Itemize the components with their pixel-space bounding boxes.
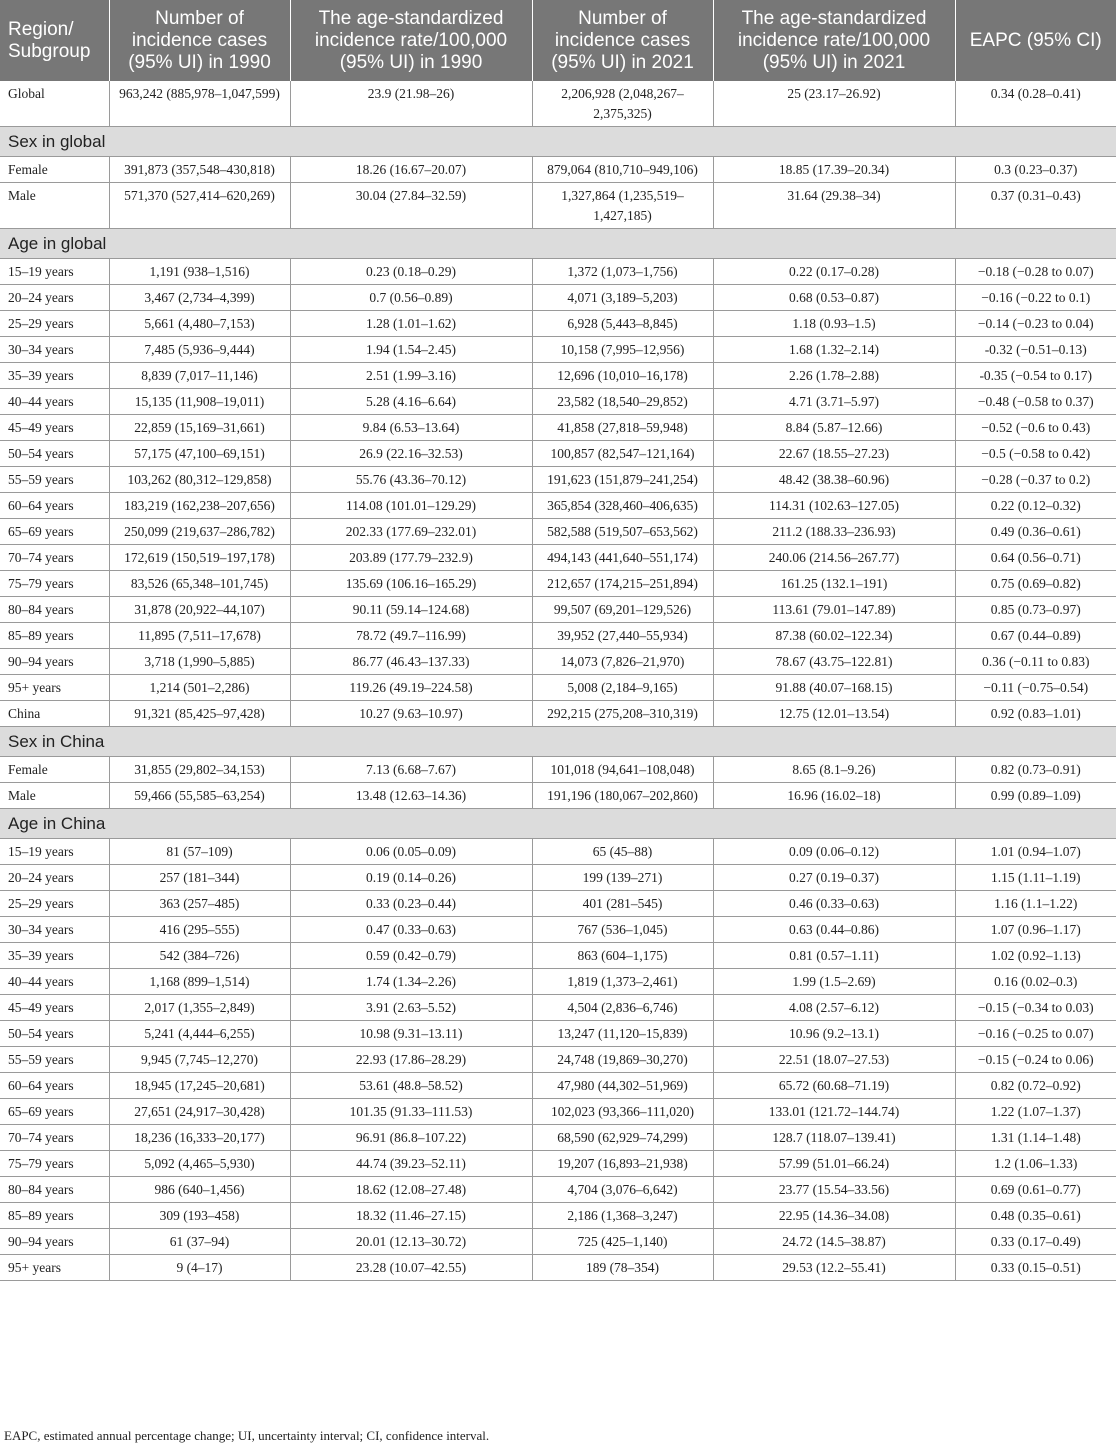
cases-2021-cell: 4,704 (3,076–6,642) [532, 1177, 713, 1203]
column-header-asir-2021: The age-standardized incidence rate/100,000 (95% UI) in 2021 [713, 0, 955, 81]
cases-1990-cell: 250,099 (219,637–286,782) [109, 519, 290, 545]
cases-1990-cell: 3,718 (1,990–5,885) [109, 649, 290, 675]
table-row [0, 183, 1116, 229]
row-label: 85–89 years [0, 623, 109, 649]
asir-2021-cell: 78.67 (43.75–122.81) [713, 649, 955, 675]
asir-1990-cell: 23.28 (10.07–42.55) [290, 1255, 532, 1281]
cases-1990-cell: 1,191 (938–1,516) [109, 259, 290, 285]
eapc-cell: 1.07 (0.96–1.17) [955, 917, 1116, 943]
eapc-cell: 0.67 (0.44–0.89) [955, 623, 1116, 649]
eapc-cell: 1.31 (1.14–1.48) [955, 1125, 1116, 1151]
asir-1990-cell: 7.13 (6.68–7.67) [290, 757, 532, 783]
asir-1990-cell: 90.11 (59.14–124.68) [290, 597, 532, 623]
row-label: 25–29 years [0, 311, 109, 337]
cases-2021-cell: 582,588 (519,507–653,562) [532, 519, 713, 545]
cases-2021-cell: 4,071 (3,189–5,203) [532, 285, 713, 311]
eapc-cell: 1.2 (1.06–1.33) [955, 1151, 1116, 1177]
asir-2021-cell: 0.81 (0.57–1.11) [713, 943, 955, 969]
row-label: 60–64 years [0, 1073, 109, 1099]
eapc-cell: 0.92 (0.83–1.01) [955, 701, 1116, 727]
cases-2021-cell: 879,064 (810,710–949,106) [532, 157, 713, 183]
cases-2021-cell: 494,143 (441,640–551,174) [532, 545, 713, 571]
asir-1990-cell: 0.33 (0.23–0.44) [290, 891, 532, 917]
table-row [0, 623, 1116, 649]
cases-1990-cell: 309 (193–458) [109, 1203, 290, 1229]
asir-1990-cell: 18.32 (11.46–27.15) [290, 1203, 532, 1229]
cases-2021-cell: 10,158 (7,995–12,956) [532, 337, 713, 363]
eapc-cell: −0.52 (−0.6 to 0.43) [955, 415, 1116, 441]
eapc-cell: 0.33 (0.17–0.49) [955, 1229, 1116, 1255]
row-label: Global [0, 81, 109, 127]
cases-2021-cell: 189 (78–354) [532, 1255, 713, 1281]
row-label: Male [0, 783, 109, 809]
cases-2021-cell: 99,507 (69,201–129,526) [532, 597, 713, 623]
column-header-cases-1990: Number of incidence cases (95% UI) in 1990 [109, 0, 290, 81]
cases-2021-cell: 1,327,864 (1,235,519–1,427,185) [532, 183, 713, 229]
cases-1990-cell: 81 (57–109) [109, 839, 290, 865]
asir-1990-cell: 23.9 (21.98–26) [290, 81, 532, 127]
row-label: 70–74 years [0, 545, 109, 571]
cases-1990-cell: 986 (640–1,456) [109, 1177, 290, 1203]
asir-2021-cell: 65.72 (60.68–71.19) [713, 1073, 955, 1099]
section-header-row [0, 809, 1116, 839]
row-label: 55–59 years [0, 1047, 109, 1073]
asir-1990-cell: 0.23 (0.18–0.29) [290, 259, 532, 285]
asir-2021-cell: 23.77 (15.54–33.56) [713, 1177, 955, 1203]
cases-2021-cell: 1,819 (1,373–2,461) [532, 969, 713, 995]
table-row [0, 917, 1116, 943]
cases-2021-cell: 14,073 (7,826–21,970) [532, 649, 713, 675]
row-label: 20–24 years [0, 285, 109, 311]
eapc-cell: 0.34 (0.28–0.41) [955, 81, 1116, 127]
asir-1990-cell: 18.26 (16.67–20.07) [290, 157, 532, 183]
row-label: 50–54 years [0, 441, 109, 467]
cases-2021-cell: 292,215 (275,208–310,319) [532, 701, 713, 727]
table-row [0, 597, 1116, 623]
row-label: 70–74 years [0, 1125, 109, 1151]
row-label: 40–44 years [0, 389, 109, 415]
asir-1990-cell: 13.48 (12.63–14.36) [290, 783, 532, 809]
cases-2021-cell: 863 (604–1,175) [532, 943, 713, 969]
table-row [0, 1073, 1116, 1099]
cases-1990-cell: 2,017 (1,355–2,849) [109, 995, 290, 1021]
eapc-cell: -0.35 (−0.54 to 0.17) [955, 363, 1116, 389]
asir-1990-cell: 78.72 (49.7–116.99) [290, 623, 532, 649]
asir-1990-cell: 101.35 (91.33–111.53) [290, 1099, 532, 1125]
table-row [0, 259, 1116, 285]
row-label: 65–69 years [0, 519, 109, 545]
table-row [0, 995, 1116, 1021]
eapc-cell: −0.28 (−0.37 to 0.2) [955, 467, 1116, 493]
eapc-cell: 0.33 (0.15–0.51) [955, 1255, 1116, 1281]
header-row [0, 0, 1116, 81]
cases-1990-cell: 18,945 (17,245–20,681) [109, 1073, 290, 1099]
cases-1990-cell: 91,321 (85,425–97,428) [109, 701, 290, 727]
row-label: 20–24 years [0, 865, 109, 891]
footnote: EAPC, estimated annual percentage change; UI, uncertainty interval; CI, confidence interval. [4, 1428, 490, 1443]
cases-1990-cell: 257 (181–344) [109, 865, 290, 891]
table-row [0, 757, 1116, 783]
asir-2021-cell: 8.65 (8.1–9.26) [713, 757, 955, 783]
asir-2021-cell: 16.96 (16.02–18) [713, 783, 955, 809]
cases-1990-cell: 416 (295–555) [109, 917, 290, 943]
column-header-asir-1990: The age-standardized incidence rate/100,000 (95% UI) in 1990 [290, 0, 532, 81]
row-label: Female [0, 157, 109, 183]
cases-1990-cell: 1,214 (501–2,286) [109, 675, 290, 701]
row-label: 35–39 years [0, 363, 109, 389]
asir-1990-cell: 114.08 (101.01–129.29) [290, 493, 532, 519]
cases-1990-cell: 103,262 (80,312–129,858) [109, 467, 290, 493]
row-label: 45–49 years [0, 415, 109, 441]
row-label: 50–54 years [0, 1021, 109, 1047]
cases-1990-cell: 3,467 (2,734–4,399) [109, 285, 290, 311]
cases-2021-cell: 39,952 (27,440–55,934) [532, 623, 713, 649]
row-label: 80–84 years [0, 597, 109, 623]
asir-2021-cell: 1.99 (1.5–2.69) [713, 969, 955, 995]
cases-2021-cell: 19,207 (16,893–21,938) [532, 1151, 713, 1177]
eapc-cell: 0.37 (0.31–0.43) [955, 183, 1116, 229]
asir-2021-cell: 1.18 (0.93–1.5) [713, 311, 955, 337]
asir-2021-cell: 24.72 (14.5–38.87) [713, 1229, 955, 1255]
eapc-cell: 0.16 (0.02–0.3) [955, 969, 1116, 995]
asir-1990-cell: 30.04 (27.84–32.59) [290, 183, 532, 229]
asir-1990-cell: 20.01 (12.13–30.72) [290, 1229, 532, 1255]
asir-2021-cell: 0.22 (0.17–0.28) [713, 259, 955, 285]
cases-2021-cell: 767 (536–1,045) [532, 917, 713, 943]
cases-1990-cell: 8,839 (7,017–11,146) [109, 363, 290, 389]
cases-2021-cell: 191,196 (180,067–202,860) [532, 783, 713, 809]
cases-1990-cell: 542 (384–726) [109, 943, 290, 969]
asir-1990-cell: 202.33 (177.69–232.01) [290, 519, 532, 545]
cases-1990-cell: 9 (4–17) [109, 1255, 290, 1281]
eapc-cell: −0.15 (−0.34 to 0.03) [955, 995, 1116, 1021]
eapc-cell: 0.85 (0.73–0.97) [955, 597, 1116, 623]
row-label: 45–49 years [0, 995, 109, 1021]
cases-2021-cell: 65 (45–88) [532, 839, 713, 865]
cases-2021-cell: 100,857 (82,547–121,164) [532, 441, 713, 467]
cases-2021-cell: 23,582 (18,540–29,852) [532, 389, 713, 415]
table-header [0, 0, 1116, 81]
asir-1990-cell: 53.61 (48.8–58.52) [290, 1073, 532, 1099]
eapc-cell: 1.15 (1.11–1.19) [955, 865, 1116, 891]
asir-1990-cell: 135.69 (106.16–165.29) [290, 571, 532, 597]
asir-2021-cell: 57.99 (51.01–66.24) [713, 1151, 955, 1177]
asir-2021-cell: 10.96 (9.2–13.1) [713, 1021, 955, 1047]
cases-2021-cell: 2,186 (1,368–3,247) [532, 1203, 713, 1229]
table-row [0, 1255, 1116, 1281]
asir-2021-cell: 22.95 (14.36–34.08) [713, 1203, 955, 1229]
eapc-cell: −0.16 (−0.25 to 0.07) [955, 1021, 1116, 1047]
cases-2021-cell: 13,247 (11,120–15,839) [532, 1021, 713, 1047]
table-row [0, 1229, 1116, 1255]
cases-1990-cell: 31,855 (29,802–34,153) [109, 757, 290, 783]
cases-1990-cell: 57,175 (47,100–69,151) [109, 441, 290, 467]
cases-2021-cell: 199 (139–271) [532, 865, 713, 891]
cases-1990-cell: 61 (37–94) [109, 1229, 290, 1255]
column-header-eapc: EAPC (95% CI) [955, 0, 1116, 81]
asir-1990-cell: 2.51 (1.99–3.16) [290, 363, 532, 389]
eapc-cell: 0.36 (−0.11 to 0.83) [955, 649, 1116, 675]
asir-1990-cell: 0.06 (0.05–0.09) [290, 839, 532, 865]
asir-1990-cell: 203.89 (177.79–232.9) [290, 545, 532, 571]
asir-1990-cell: 44.74 (39.23–52.11) [290, 1151, 532, 1177]
cases-2021-cell: 68,590 (62,929–74,299) [532, 1125, 713, 1151]
row-label: 60–64 years [0, 493, 109, 519]
cases-2021-cell: 725 (425–1,140) [532, 1229, 713, 1255]
asir-2021-cell: 87.38 (60.02–122.34) [713, 623, 955, 649]
asir-1990-cell: 0.19 (0.14–0.26) [290, 865, 532, 891]
cases-2021-cell: 24,748 (19,869–30,270) [532, 1047, 713, 1073]
asir-1990-cell: 18.62 (12.08–27.48) [290, 1177, 532, 1203]
table-body [0, 81, 1116, 1281]
cases-1990-cell: 9,945 (7,745–12,270) [109, 1047, 290, 1073]
cases-1990-cell: 22,859 (15,169–31,661) [109, 415, 290, 441]
asir-1990-cell: 1.94 (1.54–2.45) [290, 337, 532, 363]
table-row [0, 519, 1116, 545]
asir-2021-cell: 0.46 (0.33–0.63) [713, 891, 955, 917]
cases-1990-cell: 391,873 (357,548–430,818) [109, 157, 290, 183]
row-label: 30–34 years [0, 917, 109, 943]
table-row [0, 285, 1116, 311]
table-row [0, 839, 1116, 865]
table-row [0, 1203, 1116, 1229]
asir-1990-cell: 9.84 (6.53–13.64) [290, 415, 532, 441]
asir-2021-cell: 12.75 (12.01–13.54) [713, 701, 955, 727]
cases-1990-cell: 15,135 (11,908–19,011) [109, 389, 290, 415]
column-header-cases-2021: Number of incidence cases (95% UI) in 2021 [532, 0, 713, 81]
table-row [0, 701, 1116, 727]
cases-2021-cell: 6,928 (5,443–8,845) [532, 311, 713, 337]
asir-1990-cell: 96.91 (86.8–107.22) [290, 1125, 532, 1151]
asir-1990-cell: 0.59 (0.42–0.79) [290, 943, 532, 969]
eapc-cell: −0.14 (−0.23 to 0.04) [955, 311, 1116, 337]
cases-2021-cell: 365,854 (328,460–406,635) [532, 493, 713, 519]
table-row [0, 389, 1116, 415]
row-label: China [0, 701, 109, 727]
table-row [0, 649, 1116, 675]
cases-1990-cell: 27,651 (24,917–30,428) [109, 1099, 290, 1125]
asir-2021-cell: 29.53 (12.2–55.41) [713, 1255, 955, 1281]
cases-2021-cell: 4,504 (2,836–6,746) [532, 995, 713, 1021]
eapc-cell: 1.02 (0.92–1.13) [955, 943, 1116, 969]
cases-2021-cell: 2,206,928 (2,048,267–2,375,325) [532, 81, 713, 127]
asir-2021-cell: 91.88 (40.07–168.15) [713, 675, 955, 701]
table-row [0, 891, 1116, 917]
table-row [0, 1099, 1116, 1125]
cases-1990-cell: 571,370 (527,414–620,269) [109, 183, 290, 229]
eapc-cell: 0.3 (0.23–0.37) [955, 157, 1116, 183]
eapc-cell: 0.22 (0.12–0.32) [955, 493, 1116, 519]
table-row [0, 363, 1116, 389]
cases-2021-cell: 101,018 (94,641–108,048) [532, 757, 713, 783]
row-label: 90–94 years [0, 649, 109, 675]
asir-2021-cell: 114.31 (102.63–127.05) [713, 493, 955, 519]
eapc-cell: -0.32 (−0.51–0.13) [955, 337, 1116, 363]
table-row [0, 81, 1116, 127]
asir-2021-cell: 31.64 (29.38–34) [713, 183, 955, 229]
table-row [0, 1151, 1116, 1177]
section-label: Age in global [0, 229, 1116, 259]
cases-2021-cell: 102,023 (93,366–111,020) [532, 1099, 713, 1125]
section-label: Sex in China [0, 727, 1116, 757]
asir-1990-cell: 3.91 (2.63–5.52) [290, 995, 532, 1021]
row-label: 35–39 years [0, 943, 109, 969]
table-row [0, 943, 1116, 969]
asir-1990-cell: 1.74 (1.34–2.26) [290, 969, 532, 995]
asir-1990-cell: 10.27 (9.63–10.97) [290, 701, 532, 727]
row-label: 75–79 years [0, 1151, 109, 1177]
table-row [0, 157, 1116, 183]
asir-2021-cell: 0.68 (0.53–0.87) [713, 285, 955, 311]
row-label: 40–44 years [0, 969, 109, 995]
cases-1990-cell: 5,241 (4,444–6,255) [109, 1021, 290, 1047]
asir-2021-cell: 211.2 (188.33–236.93) [713, 519, 955, 545]
cases-1990-cell: 963,242 (885,978–1,047,599) [109, 81, 290, 127]
row-label: 30–34 years [0, 337, 109, 363]
table-row [0, 1021, 1116, 1047]
cases-1990-cell: 7,485 (5,936–9,444) [109, 337, 290, 363]
eapc-cell: −0.18 (−0.28 to 0.07) [955, 259, 1116, 285]
section-label: Sex in global [0, 127, 1116, 157]
row-label: 55–59 years [0, 467, 109, 493]
asir-2021-cell: 0.63 (0.44–0.86) [713, 917, 955, 943]
table-row [0, 467, 1116, 493]
row-label: Female [0, 757, 109, 783]
table-row [0, 783, 1116, 809]
eapc-cell: 1.16 (1.1–1.22) [955, 891, 1116, 917]
eapc-cell: 0.75 (0.69–0.82) [955, 571, 1116, 597]
cases-2021-cell: 41,858 (27,818–59,948) [532, 415, 713, 441]
row-label: 25–29 years [0, 891, 109, 917]
asir-1990-cell: 55.76 (43.36–70.12) [290, 467, 532, 493]
asir-2021-cell: 128.7 (118.07–139.41) [713, 1125, 955, 1151]
eapc-cell: 0.69 (0.61–0.77) [955, 1177, 1116, 1203]
table-row [0, 493, 1116, 519]
row-label: Male [0, 183, 109, 229]
asir-2021-cell: 240.06 (214.56–267.77) [713, 545, 955, 571]
table-row [0, 1047, 1116, 1073]
asir-2021-cell: 4.08 (2.57–6.12) [713, 995, 955, 1021]
table-row [0, 441, 1116, 467]
eapc-cell: 0.64 (0.56–0.71) [955, 545, 1116, 571]
cases-2021-cell: 5,008 (2,184–9,165) [532, 675, 713, 701]
eapc-cell: −0.15 (−0.24 to 0.06) [955, 1047, 1116, 1073]
row-label: 65–69 years [0, 1099, 109, 1125]
row-label: 95+ years [0, 675, 109, 701]
asir-2021-cell: 0.09 (0.06–0.12) [713, 839, 955, 865]
asir-2021-cell: 133.01 (121.72–144.74) [713, 1099, 955, 1125]
eapc-cell: −0.5 (−0.58 to 0.42) [955, 441, 1116, 467]
asir-1990-cell: 26.9 (22.16–32.53) [290, 441, 532, 467]
eapc-cell: 1.22 (1.07–1.37) [955, 1099, 1116, 1125]
cases-1990-cell: 183,219 (162,238–207,656) [109, 493, 290, 519]
asir-1990-cell: 86.77 (46.43–137.33) [290, 649, 532, 675]
cases-1990-cell: 18,236 (16,333–20,177) [109, 1125, 290, 1151]
table-row [0, 969, 1116, 995]
asir-2021-cell: 22.51 (18.07–27.53) [713, 1047, 955, 1073]
cases-1990-cell: 363 (257–485) [109, 891, 290, 917]
asir-2021-cell: 1.68 (1.32–2.14) [713, 337, 955, 363]
eapc-cell: 0.82 (0.72–0.92) [955, 1073, 1116, 1099]
asir-2021-cell: 4.71 (3.71–5.97) [713, 389, 955, 415]
section-header-row [0, 127, 1116, 157]
eapc-cell: 0.99 (0.89–1.09) [955, 783, 1116, 809]
cases-1990-cell: 59,466 (55,585–63,254) [109, 783, 290, 809]
asir-2021-cell: 18.85 (17.39–20.34) [713, 157, 955, 183]
row-label: 85–89 years [0, 1203, 109, 1229]
cases-2021-cell: 401 (281–545) [532, 891, 713, 917]
cases-1990-cell: 83,526 (65,348–101,745) [109, 571, 290, 597]
eapc-cell: 0.82 (0.73–0.91) [955, 757, 1116, 783]
eapc-cell: −0.48 (−0.58 to 0.37) [955, 389, 1116, 415]
cases-2021-cell: 212,657 (174,215–251,894) [532, 571, 713, 597]
asir-1990-cell: 22.93 (17.86–28.29) [290, 1047, 532, 1073]
asir-1990-cell: 10.98 (9.31–13.11) [290, 1021, 532, 1047]
table-row [0, 865, 1116, 891]
section-header-row [0, 229, 1116, 259]
asir-2021-cell: 25 (23.17–26.92) [713, 81, 955, 127]
eapc-cell: 1.01 (0.94–1.07) [955, 839, 1116, 865]
table-row [0, 1177, 1116, 1203]
row-label: 80–84 years [0, 1177, 109, 1203]
cases-2021-cell: 47,980 (44,302–51,969) [532, 1073, 713, 1099]
asir-2021-cell: 2.26 (1.78–2.88) [713, 363, 955, 389]
table-row [0, 337, 1116, 363]
table-row [0, 311, 1116, 337]
asir-1990-cell: 119.26 (49.19–224.58) [290, 675, 532, 701]
row-label: 15–19 years [0, 839, 109, 865]
cases-1990-cell: 5,092 (4,465–5,930) [109, 1151, 290, 1177]
asir-2021-cell: 8.84 (5.87–12.66) [713, 415, 955, 441]
asir-2021-cell: 161.25 (132.1–191) [713, 571, 955, 597]
eapc-cell: −0.16 (−0.22 to 0.1) [955, 285, 1116, 311]
row-label: 15–19 years [0, 259, 109, 285]
asir-2021-cell: 113.61 (79.01–147.89) [713, 597, 955, 623]
cases-2021-cell: 191,623 (151,879–241,254) [532, 467, 713, 493]
asir-2021-cell: 0.27 (0.19–0.37) [713, 865, 955, 891]
eapc-cell: 0.48 (0.35–0.61) [955, 1203, 1116, 1229]
table-row [0, 1125, 1116, 1151]
cases-2021-cell: 1,372 (1,073–1,756) [532, 259, 713, 285]
table-row [0, 675, 1116, 701]
cases-1990-cell: 172,619 (150,519–197,178) [109, 545, 290, 571]
asir-1990-cell: 5.28 (4.16–6.64) [290, 389, 532, 415]
asir-1990-cell: 0.7 (0.56–0.89) [290, 285, 532, 311]
section-label: Age in China [0, 809, 1116, 839]
cases-1990-cell: 11,895 (7,511–17,678) [109, 623, 290, 649]
cases-1990-cell: 5,661 (4,480–7,153) [109, 311, 290, 337]
asir-2021-cell: 22.67 (18.55–27.23) [713, 441, 955, 467]
column-header-region: Region/ Subgroup [0, 0, 109, 81]
asir-1990-cell: 0.47 (0.33–0.63) [290, 917, 532, 943]
row-label: 90–94 years [0, 1229, 109, 1255]
eapc-cell: 0.49 (0.36–0.61) [955, 519, 1116, 545]
asir-2021-cell: 48.42 (38.38–60.96) [713, 467, 955, 493]
eapc-cell: −0.11 (−0.75–0.54) [955, 675, 1116, 701]
row-label: 95+ years [0, 1255, 109, 1281]
cases-2021-cell: 12,696 (10,010–16,178) [532, 363, 713, 389]
section-header-row [0, 727, 1116, 757]
row-label: 75–79 years [0, 571, 109, 597]
asir-1990-cell: 1.28 (1.01–1.62) [290, 311, 532, 337]
table-row [0, 545, 1116, 571]
cases-1990-cell: 1,168 (899–1,514) [109, 969, 290, 995]
table-row [0, 571, 1116, 597]
cases-1990-cell: 31,878 (20,922–44,107) [109, 597, 290, 623]
table-row [0, 415, 1116, 441]
